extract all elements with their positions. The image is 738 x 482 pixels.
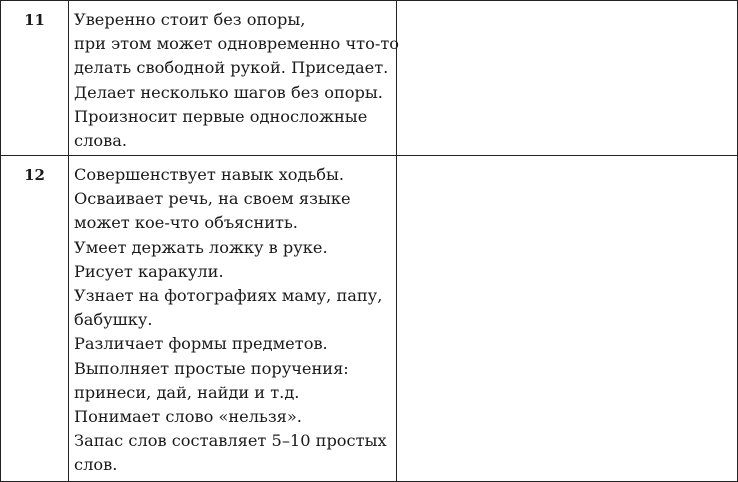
milestones-cell bbox=[69, 1, 400, 156]
month-number: 12 bbox=[1, 156, 69, 482]
milestone-line: бабушку. bbox=[74, 310, 153, 330]
milestone-line: Понимает слово «нельзя». bbox=[74, 407, 302, 427]
table-row bbox=[1, 1, 738, 156]
notes-cell bbox=[397, 1, 738, 156]
milestone-line: Делает несколько шагов без опоры. bbox=[74, 82, 383, 102]
milestone-line: Различает формы предметов. bbox=[74, 334, 328, 354]
notes-cell bbox=[397, 156, 738, 482]
milestone-line: Уверенно стоит без опоры, bbox=[74, 10, 306, 29]
milestone-line: делать свободной рукой. Приседает. bbox=[74, 58, 389, 78]
milestone-line: Совершенствует навык ходьбы. bbox=[74, 165, 345, 184]
milestone-line: слов. bbox=[74, 455, 118, 475]
milestone-line: Умеет держать ложку в руке. bbox=[74, 237, 328, 257]
milestone-line: может кое-что объяснить. bbox=[74, 213, 298, 233]
milestone-line: слова. bbox=[74, 131, 128, 151]
milestone-line: Запас слов составляет 5–10 простых bbox=[74, 431, 387, 451]
milestones-cell bbox=[69, 156, 397, 482]
milestone-line: Рисует каракули. bbox=[74, 261, 224, 281]
milestone-line: Осваивает речь, на своем языке bbox=[74, 189, 351, 209]
milestone-line: принеси, дай, найди и т.д. bbox=[74, 382, 300, 402]
milestone-line: Произносит первые односложные bbox=[74, 106, 368, 126]
milestone-line: при этом может одновременно что-то bbox=[74, 34, 400, 54]
table-row bbox=[1, 156, 738, 482]
milestone-line: Выполняет простые поручения: bbox=[74, 358, 349, 378]
month-number: 11 bbox=[1, 1, 69, 156]
milestone-line: Узнает на фотографиях маму, папу, bbox=[74, 286, 383, 306]
